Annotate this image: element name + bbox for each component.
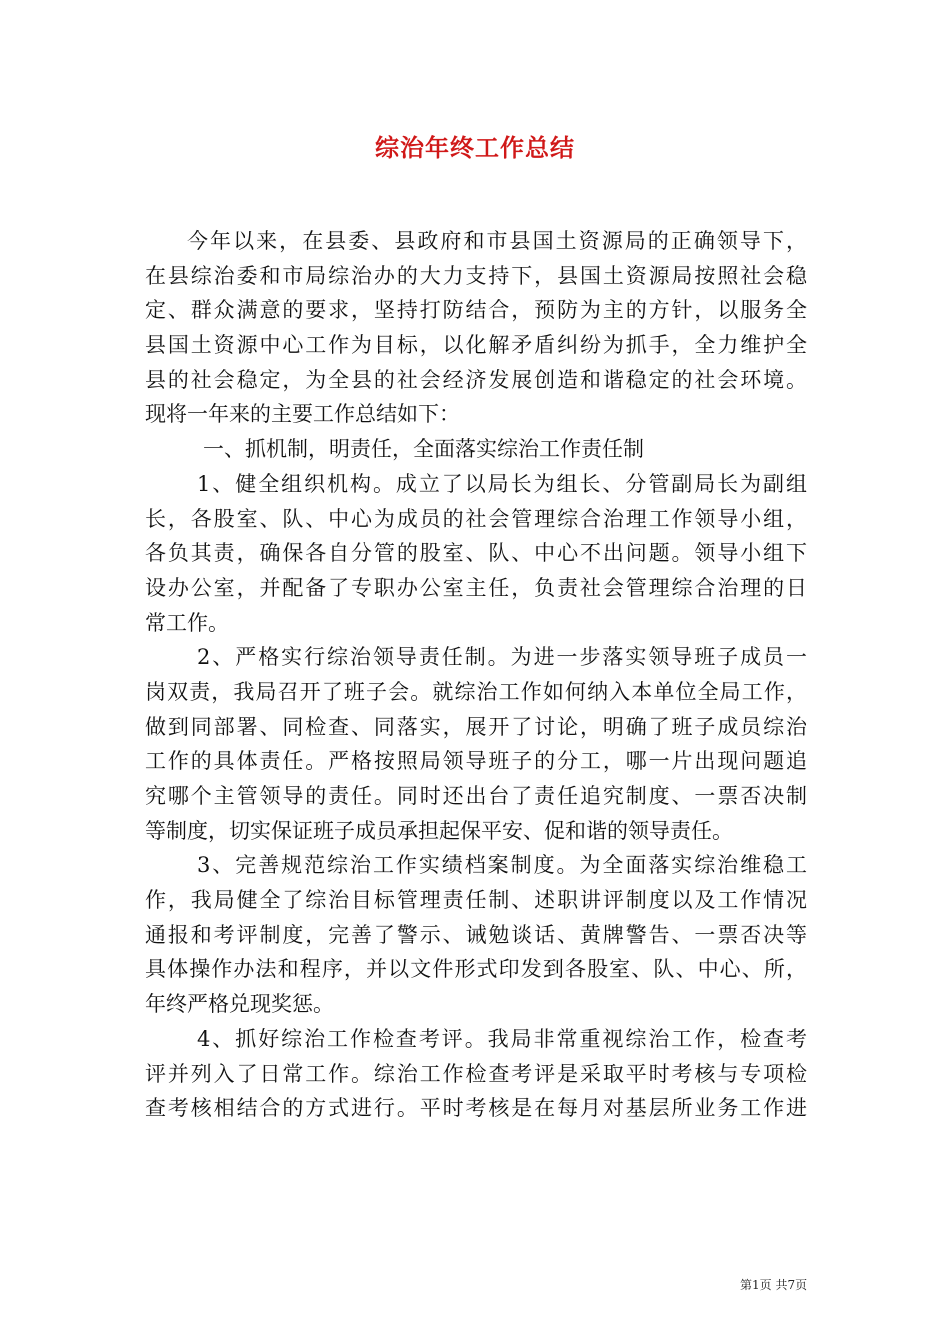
paragraph-line: 具体操作办法和程序，并以文件形式印发到各股室、队、中心、所， bbox=[145, 957, 807, 982]
page-number: 第1页 共7页 bbox=[740, 1278, 808, 1292]
paragraph-line: 在县综治委和市局综治办的大力支持下，县国土资源局按照社会稳 bbox=[145, 263, 807, 288]
paragraph-line: 各负其责，确保各自分管的股室、队、中心不出问题。领导小组下 bbox=[145, 541, 807, 566]
paragraph-line: 岗双责，我局召开了班子会。就综治工作如何纳入本单位全局工作， bbox=[145, 679, 807, 704]
paragraph-line: 工作的具体责任。严格按照局领导班子的分工，哪一片出现问题追 bbox=[145, 749, 807, 774]
paragraph-line: 等制度，切实保证班子成员承担起保平安、促和谐的领导责任。 bbox=[145, 818, 733, 843]
paragraph-line: 年终严格兑现奖惩。 bbox=[145, 992, 334, 1017]
paragraph-line: 评并列入了日常工作。综治工作检查考评是采取平时考核与专项检 bbox=[145, 1061, 807, 1086]
paragraph-line: 4、抓好综治工作检查考评。我局非常重视综治工作，检查考 bbox=[197, 1026, 807, 1051]
paragraph-line: 常工作。 bbox=[145, 610, 229, 635]
document-title: 综治年终工作总结 bbox=[375, 133, 575, 162]
paragraph-line: 究哪个主管领导的责任。同时还出台了责任追究制度、一票否决制 bbox=[145, 784, 807, 808]
paragraph-line: 定、群众满意的要求，坚持打防结合，预防为主的方针，以服务全 bbox=[145, 298, 807, 323]
paragraph-line: 长，各股室、队、中心为成员的社会管理综合治理工作领导小组， bbox=[145, 506, 807, 531]
section-heading: 一、抓机制，明责任，全面落实综治工作责任制 bbox=[203, 437, 644, 462]
paragraph-line: 1、健全组织机构。成立了以局长为组长、分管副局长为副组 bbox=[197, 471, 807, 496]
paragraph-line: 现将一年来的主要工作总结如下： bbox=[145, 402, 460, 427]
paragraph-line: 作，我局健全了综治目标管理责任制、述职讲评制度以及工作情况 bbox=[145, 888, 807, 913]
paragraph-line: 3、完善规范综治工作实绩档案制度。为全面落实综治维稳工 bbox=[197, 853, 807, 878]
paragraph-line: 查考核相结合的方式进行。平时考核是在每月对基层所业务工作进 bbox=[145, 1096, 807, 1121]
paragraph-line: 通报和考评制度，完善了警示、诫勉谈话、黄牌警告、一票否决等 bbox=[145, 922, 807, 947]
paragraph-line: 做到同部署、同检查、同落实，展开了讨论，明确了班子成员综治 bbox=[145, 714, 807, 739]
paragraph-line: 设办公室，并配备了专职办公室主任，负责社会管理综合治理的日 bbox=[145, 575, 807, 600]
paragraph-line: 县国土资源中心工作为目标，以化解矛盾纠纷为抓手，全力维护全 bbox=[145, 333, 807, 358]
paragraph-line: 县的社会稳定，为全县的社会经济发展创造和谐稳定的社会环境。 bbox=[145, 367, 807, 392]
document-body bbox=[145, 224, 807, 1126]
paragraph-line: 2、严格实行综治领导责任制。为进一步落实领导班子成员一 bbox=[197, 645, 807, 670]
paragraph-line: 今年以来，在县委、县政府和市县国土资源局的正确领导下， bbox=[187, 229, 807, 253]
